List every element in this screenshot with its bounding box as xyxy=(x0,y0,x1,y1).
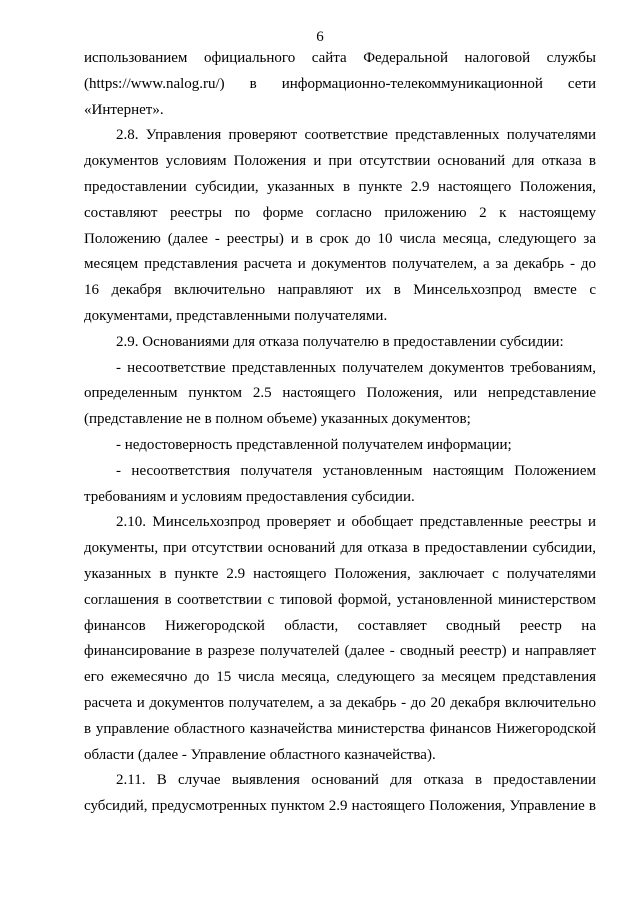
text-line: соглашения в соответствии с типовой формой, установленной министерством xyxy=(84,591,596,608)
text-line: требованиям и условиям предоставления субсидии. xyxy=(84,488,415,505)
text-line: в управление областного казначейства министерства финансов Нижегородской xyxy=(84,720,596,737)
text-line: 2.10. Минсельхозпрод проверяет и обобщает представленные реестры и xyxy=(116,514,596,531)
text-line: определенным пунктом 2.5 настоящего Положения, или непредставление xyxy=(84,385,596,402)
text-line: «Интернет». xyxy=(84,101,164,118)
text-line: использованием официального сайта Федеральной налоговой службы xyxy=(84,50,596,66)
text-line: документы, при отсутствии оснований для отказа в предоставлении субсидии, xyxy=(84,540,596,557)
text-line: 2.8. Управления проверяют соответствие представленных получателями xyxy=(116,127,596,144)
text-line: финансирование в разрезе получателей (далее - сводный реестр) и направляет xyxy=(84,643,596,660)
text-line: Положению (далее - реестры) и в срок до 10 числа месяца, следующего за xyxy=(84,230,596,247)
text-line: - несоответствие представленных получателем документов требованиям, xyxy=(116,359,596,376)
text-line: 16 декабря включительно направляют их в Минсельхозпрод вместе с xyxy=(84,282,596,299)
text-line: месяцем представления расчета и документов получателем, а за декабрь - до xyxy=(84,256,596,273)
text-line: предоставлении субсидии, указанных в пункте 2.9 настоящего Положения, xyxy=(84,178,596,195)
page-number: 6 xyxy=(316,29,324,45)
text-line: финансов Нижегородской области, составляет сводный реестр на xyxy=(84,617,596,634)
text-line: 2.9. Основаниями для отказа получателю в предоставлении субсидии: xyxy=(116,333,564,350)
text-line: расчета и документов получателем, а за декабрь - до 20 декабря включительно xyxy=(84,694,596,711)
text-line: документами, представленными получателями. xyxy=(84,307,388,324)
text-line: документов условиям Положения и при отсутствии оснований для отказа в xyxy=(84,153,596,170)
text-line: субсидий, предусмотренных пунктом 2.9 настоящего Положения, Управление в xyxy=(84,798,596,815)
text-line: составляют реестры по форме согласно приложению 2 к настоящему xyxy=(84,204,596,221)
text-line: - несоответствия получателя установленным настоящим Положением xyxy=(116,462,596,479)
text-line: указанных в пункте 2.9 настоящего Положения, заключает с получателями xyxy=(84,565,596,582)
text-line: - недостоверность представленной получателем информации; xyxy=(116,436,512,453)
text-line: области (далее - Управление областного казначейства). xyxy=(84,746,436,763)
text-line: (представление не в полном объеме) указанных документов; xyxy=(84,411,471,428)
document-body xyxy=(84,46,596,820)
text-line: 2.11. В случае выявления оснований для отказа в предоставлении xyxy=(116,772,596,789)
text-line: его ежемесячно до 15 числа месяца, следующего за месяцем представления xyxy=(84,669,596,686)
text-line: (https://www.nalog.ru/) в информационно-телекоммуникационной сети xyxy=(84,75,596,92)
